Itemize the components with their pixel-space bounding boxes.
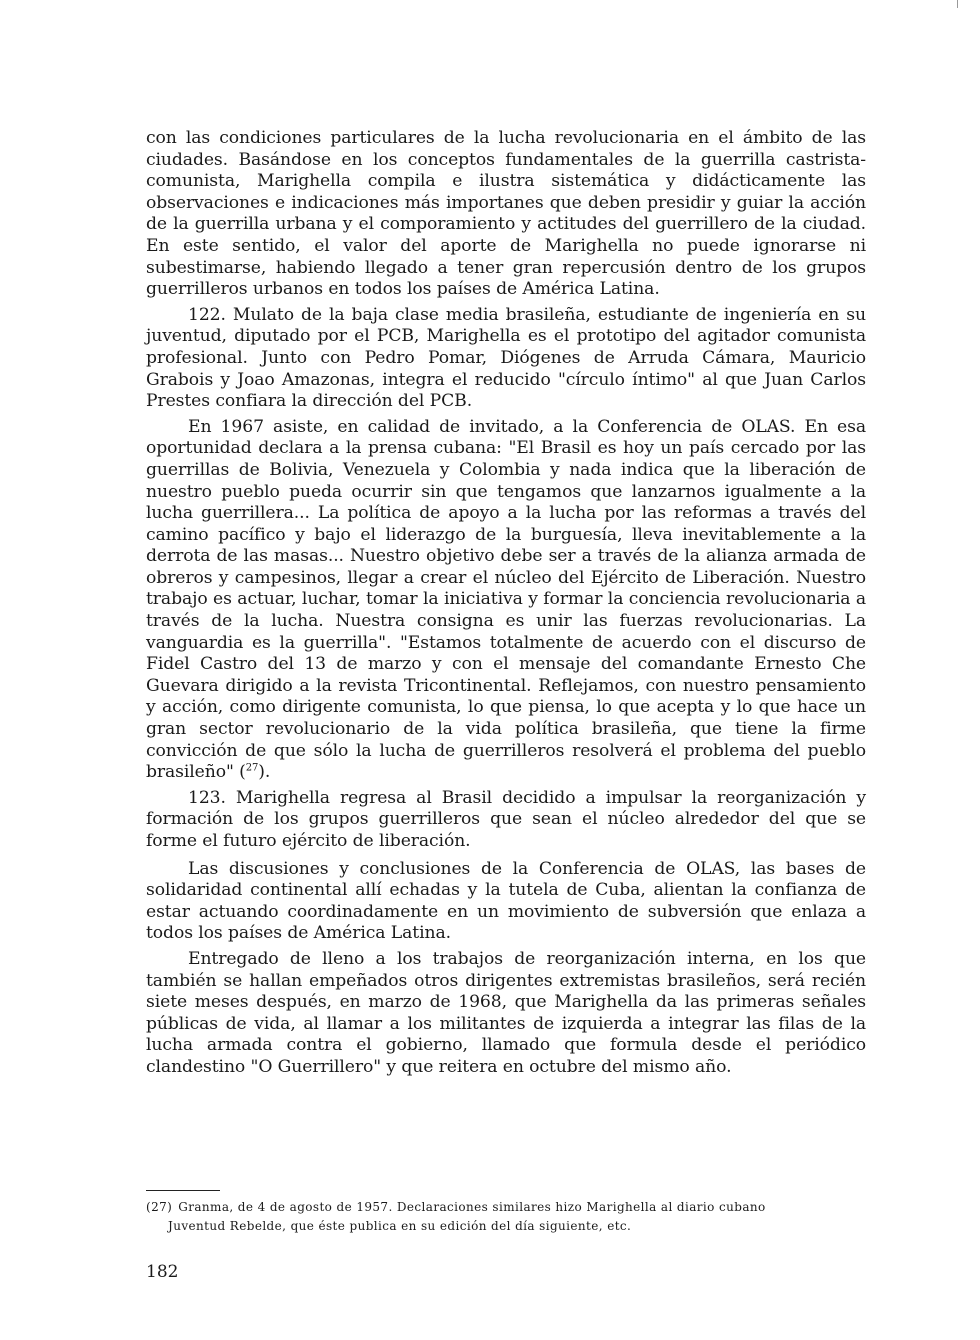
paragraph-6: Entregado de lleno a los trabajos de reorganización interna, en los que también se hallan empeñados otros dirigentes extremistas brasileños, será recién siete meses después, en marzo de 1968, que Marighella da las primeras señales públicas de vida, al llamar a los militantes de izquierda a integrar las filas de la lucha armada contra el gobierno, llamado que formula desde el periódico clandestino "O Guerrillero" y que reitera en octubre del mismo año. [146,948,866,1077]
footnote-divider [146,1190,220,1191]
paragraph-5: Las discusiones y conclusiones de la Conferencia de OLAS, las bases de solidaridad continental allí echadas y la tutela de Cuba, alientan la confianza de estar actuando coordinadamente en un movimiento de subversión que enlaza a todos los países de América Latina. [146,858,866,944]
page-body [146,128,866,1079]
page-edge-mark [957,0,958,8]
footnote-mark: (27) [146,1200,173,1214]
footnote-reference[interactable]: 27 [245,762,259,774]
paragraph-3: En 1967 asiste, en calidad de invitado, a la Conferencia de OLAS. En esa oportunidad declara a la prensa cubana: "El Brasil es hoy un país cercado por las guerrillas de Bolivia, Venezuela y Colombia y nada indica que la liberación de nuestro pueblo pueda ocurrir sin que tengamos que lanzarnos igualmente a la lucha guerrillera... La política de apoyo a la lucha por las reformas a través del camino pacífico y bajo el liderazgo de la burguesía, lleva inevitablemente a la derrota de las masas... Nuestro objetivo debe ser a través de la alianza armada de obreros y campesinos, llegar a crear el núcleo del Ejército de Liberación. Nuestro trabajo es actuar, luchar, tomar la iniciativa y formar la conciencia revolucionaria a través de la lucha. Nuestra consigna es unir las fuerzas revolucionarias. La vanguardia es la guerrilla". "Estamos totalmente de acuerdo con el discurso de Fidel Castro del 13 de marzo y con el mensaje del comandante Ernesto Che Guevara dirigido a la revista Tricontinental. Reflejamos, con nuestro pensamiento y acción, como dirigente comunista, lo que piensa, lo que acepta y lo que hace un gran sector revolucionario de la vida política brasileña, que tiene la firme convicción de que sólo la lucha de guerrilleros resolverá el problema del pueblo brasileño" ($^{27}$). [146,416,866,783]
page-number: 182 [146,1262,179,1282]
paragraph-2: 122. Mulato de la baja clase media brasileña, estudiante de ingeniería en su juventud, diputado por el PCB, Marighella es el prototipo del agitador comunista profesional. Junto con Pedro Pomar, Diógenes de Arruda Cámara, Mauricio Grabois y Joao Amazonas, integra el reducido "círculo íntimo" al que Juan Carlos Prestes confiara la dirección del PCB. [146,304,866,412]
paragraph-3-text: En 1967 asiste, en calidad de invitado, a la Conferencia de OLAS. En esa oportunidad declara a la prensa cubana: "El Brasil es hoy un país cercado por las guerrillas de Bolivia, Venezuela y Colombia y nada indica que la liberación de nuestro pueblo pueda ocurrir sin que tengamos que lanzarnos igualmente a la lucha guerrillera... La política de apoyo a la lucha por las reformas a través del camino pacífico y bajo el liderazgo de la burguesía, lleva inevitablemente a la derrota de las masas... Nuestro objetivo debe ser a través de la alianza armada de obreros y campesinos, llegar a crear el núcleo del Ejército de Liberación. Nuestro trabajo es actuar, luchar, tomar la iniciativa y formar la conciencia revolucionaria a través de la lucha. Nuestra consigna es unir las fuerzas revolucionarias. La vanguardia es la guerrilla". "Estamos totalmente de acuerdo con el discurso de Fidel Castro del 13 de marzo y con el mensaje del comandante Ernesto Che Guevara dirigido a la revista Tricontinental. Reflejamos, con nuestro pensamiento y acción, como dirigente comunista, lo que piensa, lo que acepta y lo que hace un gran sector revolucionario de la vida política brasileña, que tiene la firme convicción de que sólo la lucha de guerrilleros resolverá el problema del pueblo brasileño" [146,416,866,783]
footnote-line-1: Granma, de 4 de agosto de 1957. Declaraciones similares hizo Marighella al diario cubano [178,1200,766,1214]
paragraph-3-closing: ). [258,762,271,783]
footnote [146,1198,866,1236]
paragraph-1: con las condiciones particulares de la lucha revolucionaria en el ámbito de las ciudades. Basándose en los conceptos fundamentales de la guerrilla castrista-comunista, Marighella compila e ilustra sistemática y didácticamente las observaciones e indicaciones más importanes que deben presidir y guiar la acción de la guerrilla urbana y el comporamiento y actitudes del guerrillero de la ciudad. En este sentido, el valor del aporte de Marighella no puede ignorarse ni subestimarse, habiendo llegado a tener gran repercusión dentro de los grupos guerrilleros urbanos en todos los países de América Latina. [146,128,866,300]
paragraph-4: 123. Marighella regresa al Brasil decidido a impulsar la reorganización y formación de los grupos guerrilleros que sean el núcleo alrededor del que se forme el futuro ejército de liberación. [146,787,866,851]
footnote-line-2: Juventud Rebelde, que éste publica en su edición del día siguiente, etc. [168,1219,632,1233]
